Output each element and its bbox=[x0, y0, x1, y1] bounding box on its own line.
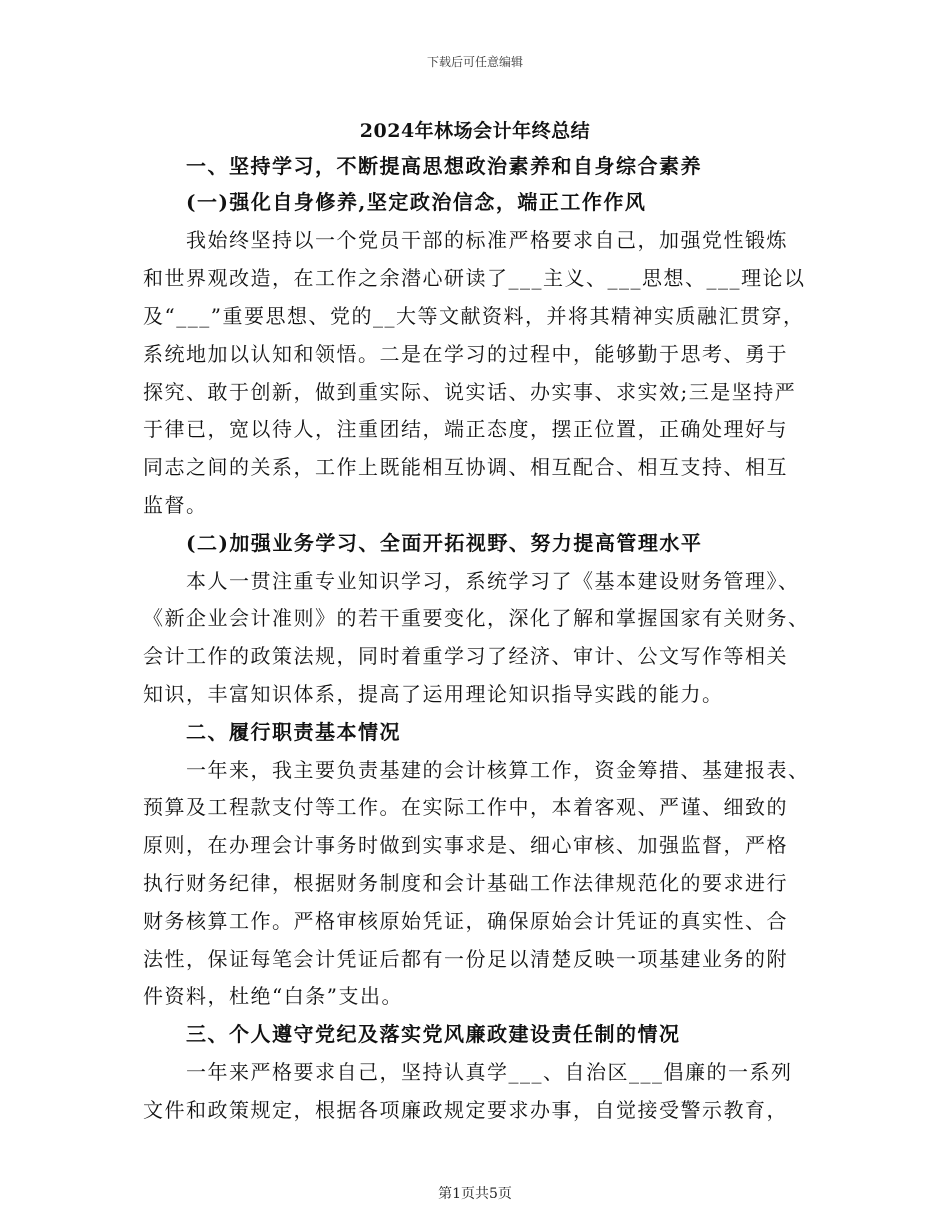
paragraph-line: 和世界观改造，在工作之余潜心研读了___主义、___思想、___理论以 bbox=[143, 266, 806, 290]
paragraph-line: 预算及工程款支付等工作。在实际工作中，本着客观、严谨、细致的 bbox=[143, 795, 788, 819]
paragraph-line: 《新企业会计准则》的若干重要变化，深化了解和掌握国家有关财务、 bbox=[143, 606, 810, 630]
paragraph-line: 监督。 bbox=[143, 493, 208, 517]
paragraph-line: 一年来严格要求自己，坚持认真学___、自治区___倡廉的一系列 bbox=[186, 1060, 793, 1084]
paragraph-line: 同志之间的关系，工作上既能相互协调、相互配合、相互支持、相互 bbox=[143, 455, 788, 479]
page-number-footer: 第1页共5页 bbox=[438, 1186, 512, 1202]
header-note: 下载后可任意编辑 bbox=[426, 55, 523, 69]
paragraph-line: 件资料，杜绝“白条”支出。 bbox=[143, 984, 403, 1008]
document-title: 2024年林场会计年终总结 bbox=[359, 120, 591, 142]
paragraph-line: 知识，丰富知识体系，提高了运用理论知识指导实践的能力。 bbox=[143, 682, 724, 706]
paragraph-line: 本人一贯注重专业知识学习，系统学习了《基本建设财务管理》、 bbox=[186, 569, 800, 593]
subsection-heading-1-1: (一)强化自身修养,坚定政治信念，端正工作作风 bbox=[186, 190, 647, 214]
paragraph-line: 探究、敢于创新，做到重实际、说实话、办实事、求实效;三是坚持严 bbox=[143, 380, 797, 404]
section-heading-2: 二、履行职责基本情况 bbox=[186, 720, 401, 744]
paragraph-line: 执行财务纪律，根据财务制度和会计基础工作法律规范化的要求进行 bbox=[143, 871, 788, 895]
paragraph-line: 财务核算工作。严格审核原始凭证，确保原始会计凭证的真实性、合 bbox=[143, 909, 788, 933]
paragraph-line: 文件和政策规定，根据各项廉政规定要求办事，自觉接受警示教育， bbox=[143, 1098, 788, 1122]
section-heading-3: 三、个人遵守党纪及落实党风廉政建设责任制的情况 bbox=[186, 1022, 681, 1046]
subsection-heading-1-2: (二)加强业务学习、全面开拓视野、努力提高管理水平 bbox=[186, 531, 703, 555]
paragraph-line: 我始终坚持以一个党员干部的标准严格要求自己，加强党性锻炼 bbox=[186, 228, 788, 252]
paragraph-line: 法性，保证每笔会计凭证后都有一份足以清楚反映一项基建业务的附 bbox=[143, 947, 788, 971]
paragraph-line: 及“___”重要思想、党的__大等文献资料，并将其精神实质融汇贯穿， bbox=[143, 304, 805, 328]
paragraph-line: 于律已，宽以待人，注重团结，端正态度，摆正位置，正确处理好与 bbox=[143, 417, 788, 441]
paragraph-line: 会计工作的政策法规，同时着重学习了经济、审计、公文写作等相关 bbox=[143, 644, 788, 668]
paragraph-line: 系统地加以认知和领悟。二是在学习的过程中，能够勤于思考、勇于 bbox=[143, 342, 788, 366]
section-heading-1: 一、坚持学习，不断提高思想政治素养和自身综合素养 bbox=[186, 154, 702, 178]
paragraph-line: 一年来，我主要负责基建的会计核算工作，资金筹措、基建报表、 bbox=[186, 758, 810, 782]
paragraph-line: 原则，在办理会计事务时做到实事求是、细心审核、加强监督，严格 bbox=[143, 833, 788, 857]
